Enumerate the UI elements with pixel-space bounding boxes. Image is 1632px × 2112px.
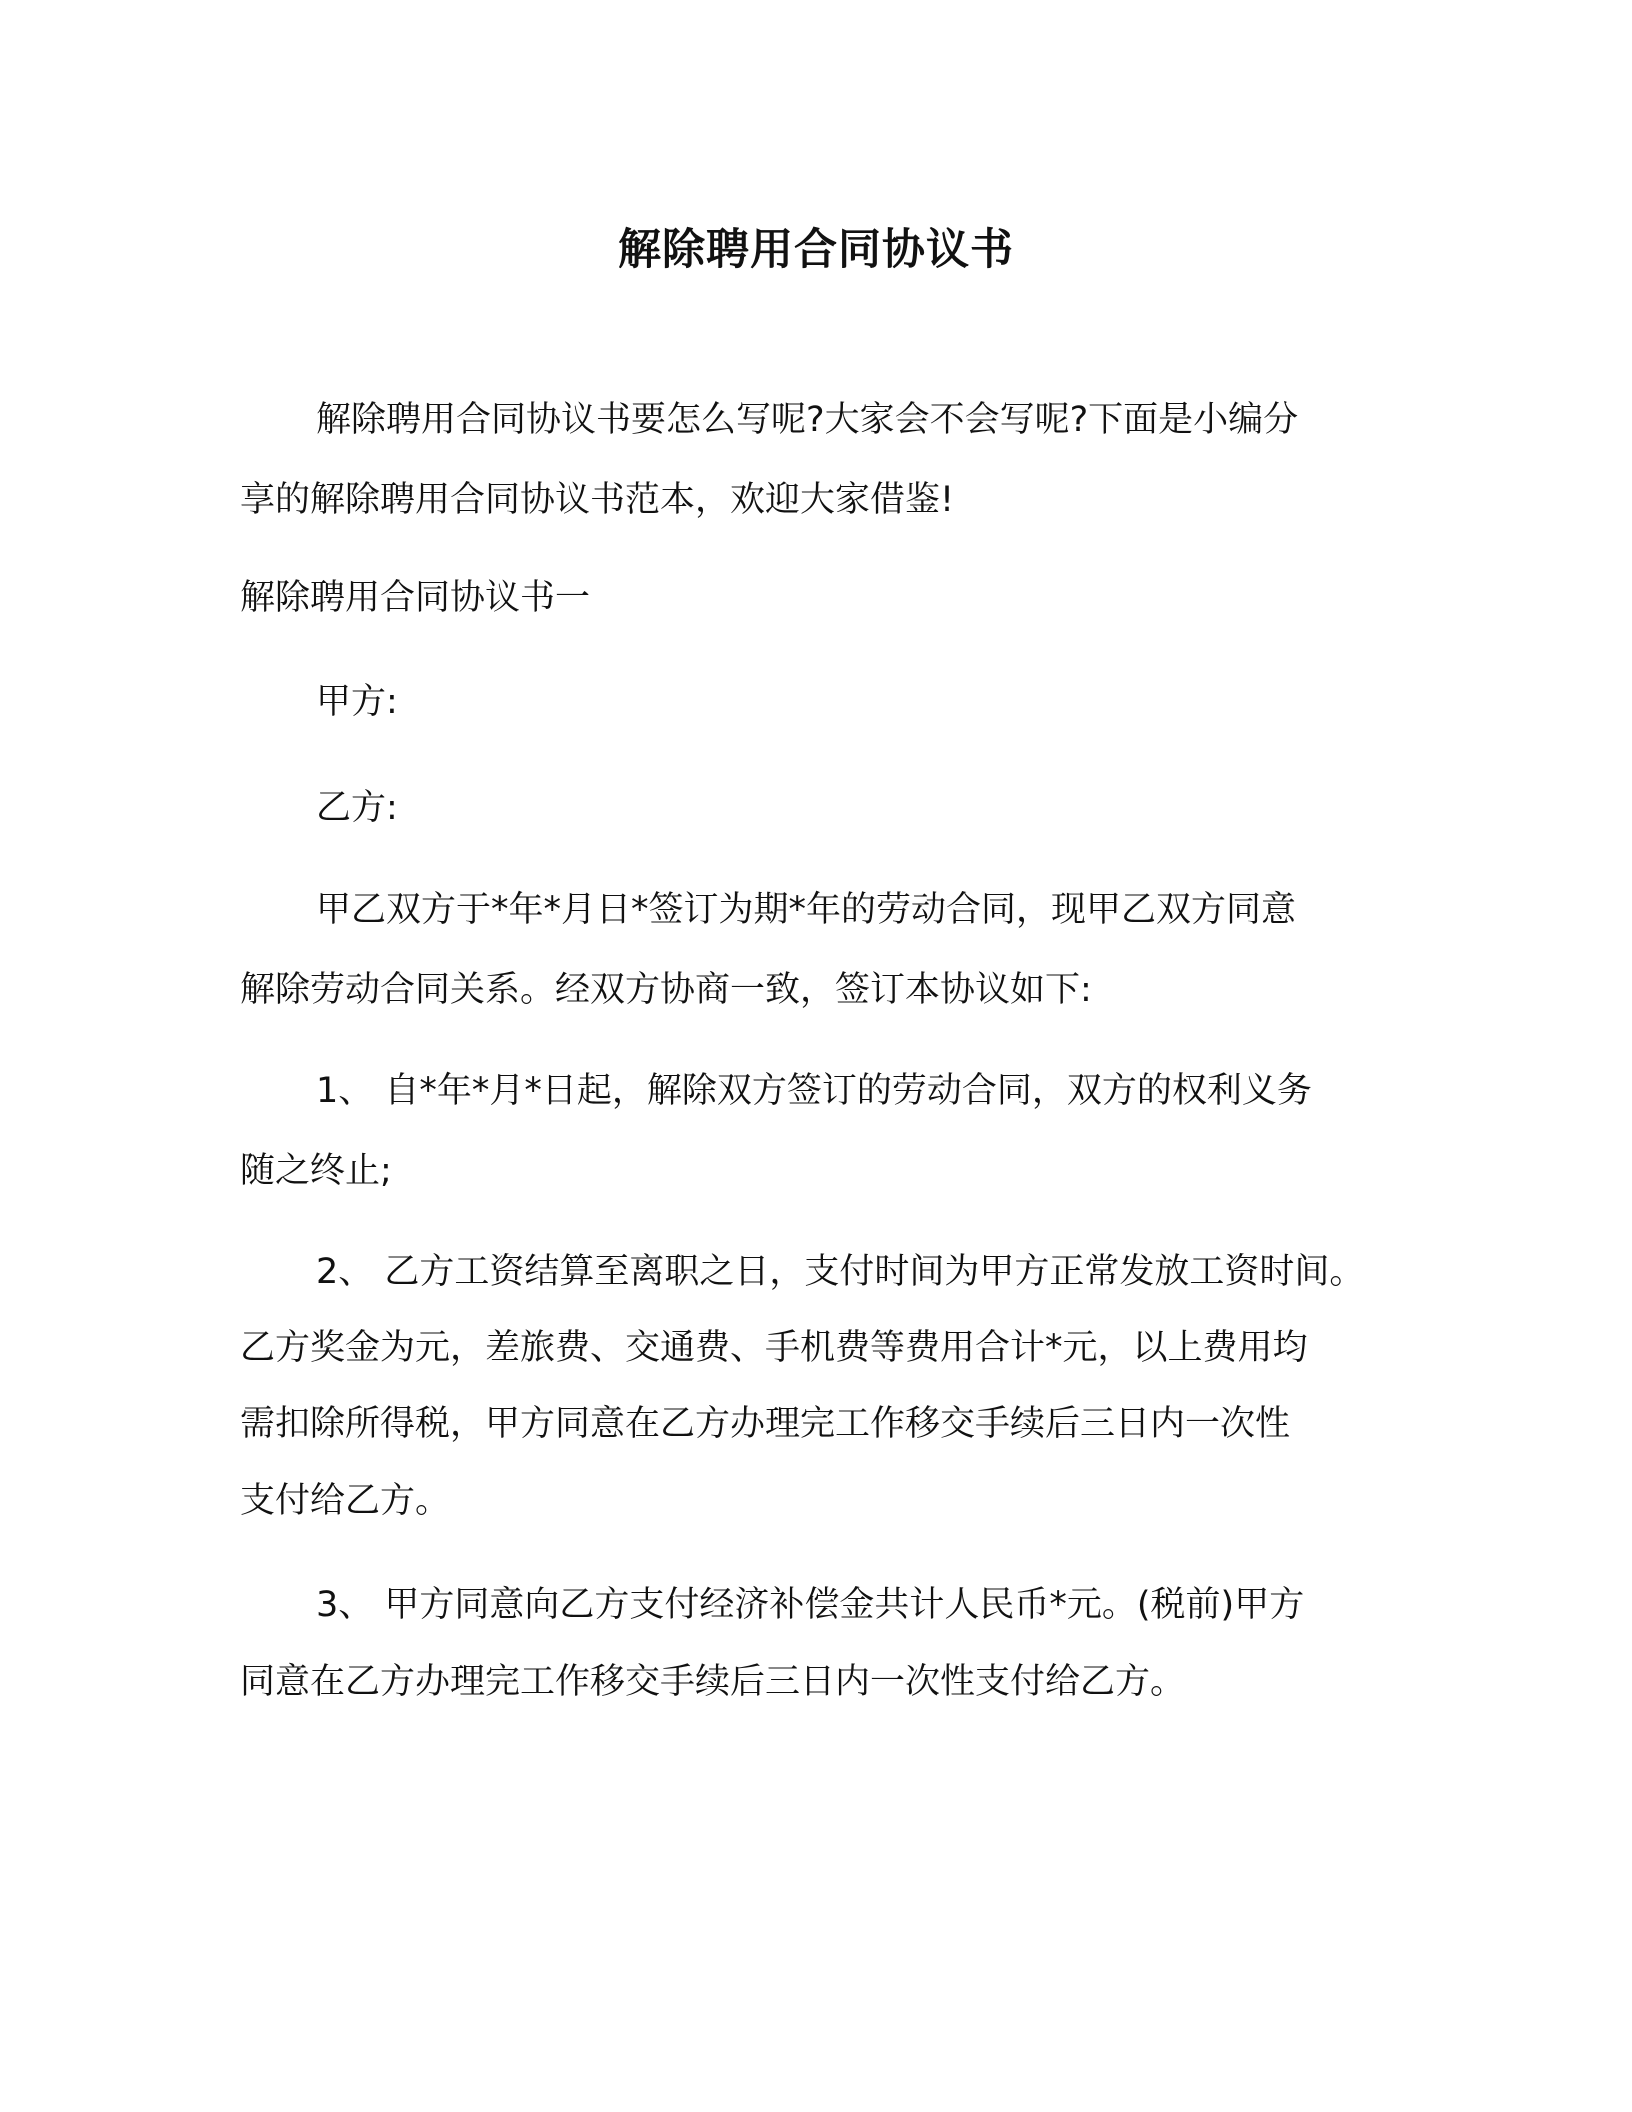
party-b-label: 乙方: (316, 788, 398, 828)
party-a-label: 甲方: (316, 682, 398, 722)
clause-3-line-1: 3、 甲方同意向乙方支付经济补偿金共计人民币*元。(税前)甲方 (316, 1585, 1305, 1625)
clause-2-line-4: 支付给乙方。 (240, 1481, 451, 1521)
section-heading: 解除聘用合同协议书一 (240, 578, 591, 618)
preamble-line-1: 甲乙双方于*年*月日*签订为期*年的劳动合同，现甲乙双方同意 (316, 890, 1297, 930)
clause-1-line-2: 随之终止; (240, 1151, 392, 1191)
clause-3-line-2: 同意在乙方办理完工作移交手续后三日内一次性支付给乙方。 (240, 1662, 1186, 1702)
clause-1-line-1: 1、 自*年*月*日起，解除双方签订的劳动合同，双方的权利义务 (316, 1071, 1312, 1111)
clause-2-line-1: 2、 乙方工资结算至离职之日，支付时间为甲方正常发放工资时间。 (316, 1252, 1365, 1292)
document-title: 解除聘用合同协议书 (618, 225, 1014, 275)
intro-line-2: 享的解除聘用合同协议书范本，欢迎大家借鉴! (240, 480, 955, 520)
preamble-line-2: 解除劳动合同关系。经双方协商一致，签订本协议如下: (240, 970, 1092, 1010)
clause-2-line-2: 乙方奖金为元，差旅费、交通费、手机费等费用合计*元，以上费用均 (240, 1328, 1308, 1368)
intro-line-1: 解除聘用合同协议书要怎么写呢?大家会不会写呢?下面是小编分 (316, 400, 1299, 440)
clause-2-line-3: 需扣除所得税，甲方同意在乙方办理完工作移交手续后三日内一次性 (240, 1404, 1291, 1444)
